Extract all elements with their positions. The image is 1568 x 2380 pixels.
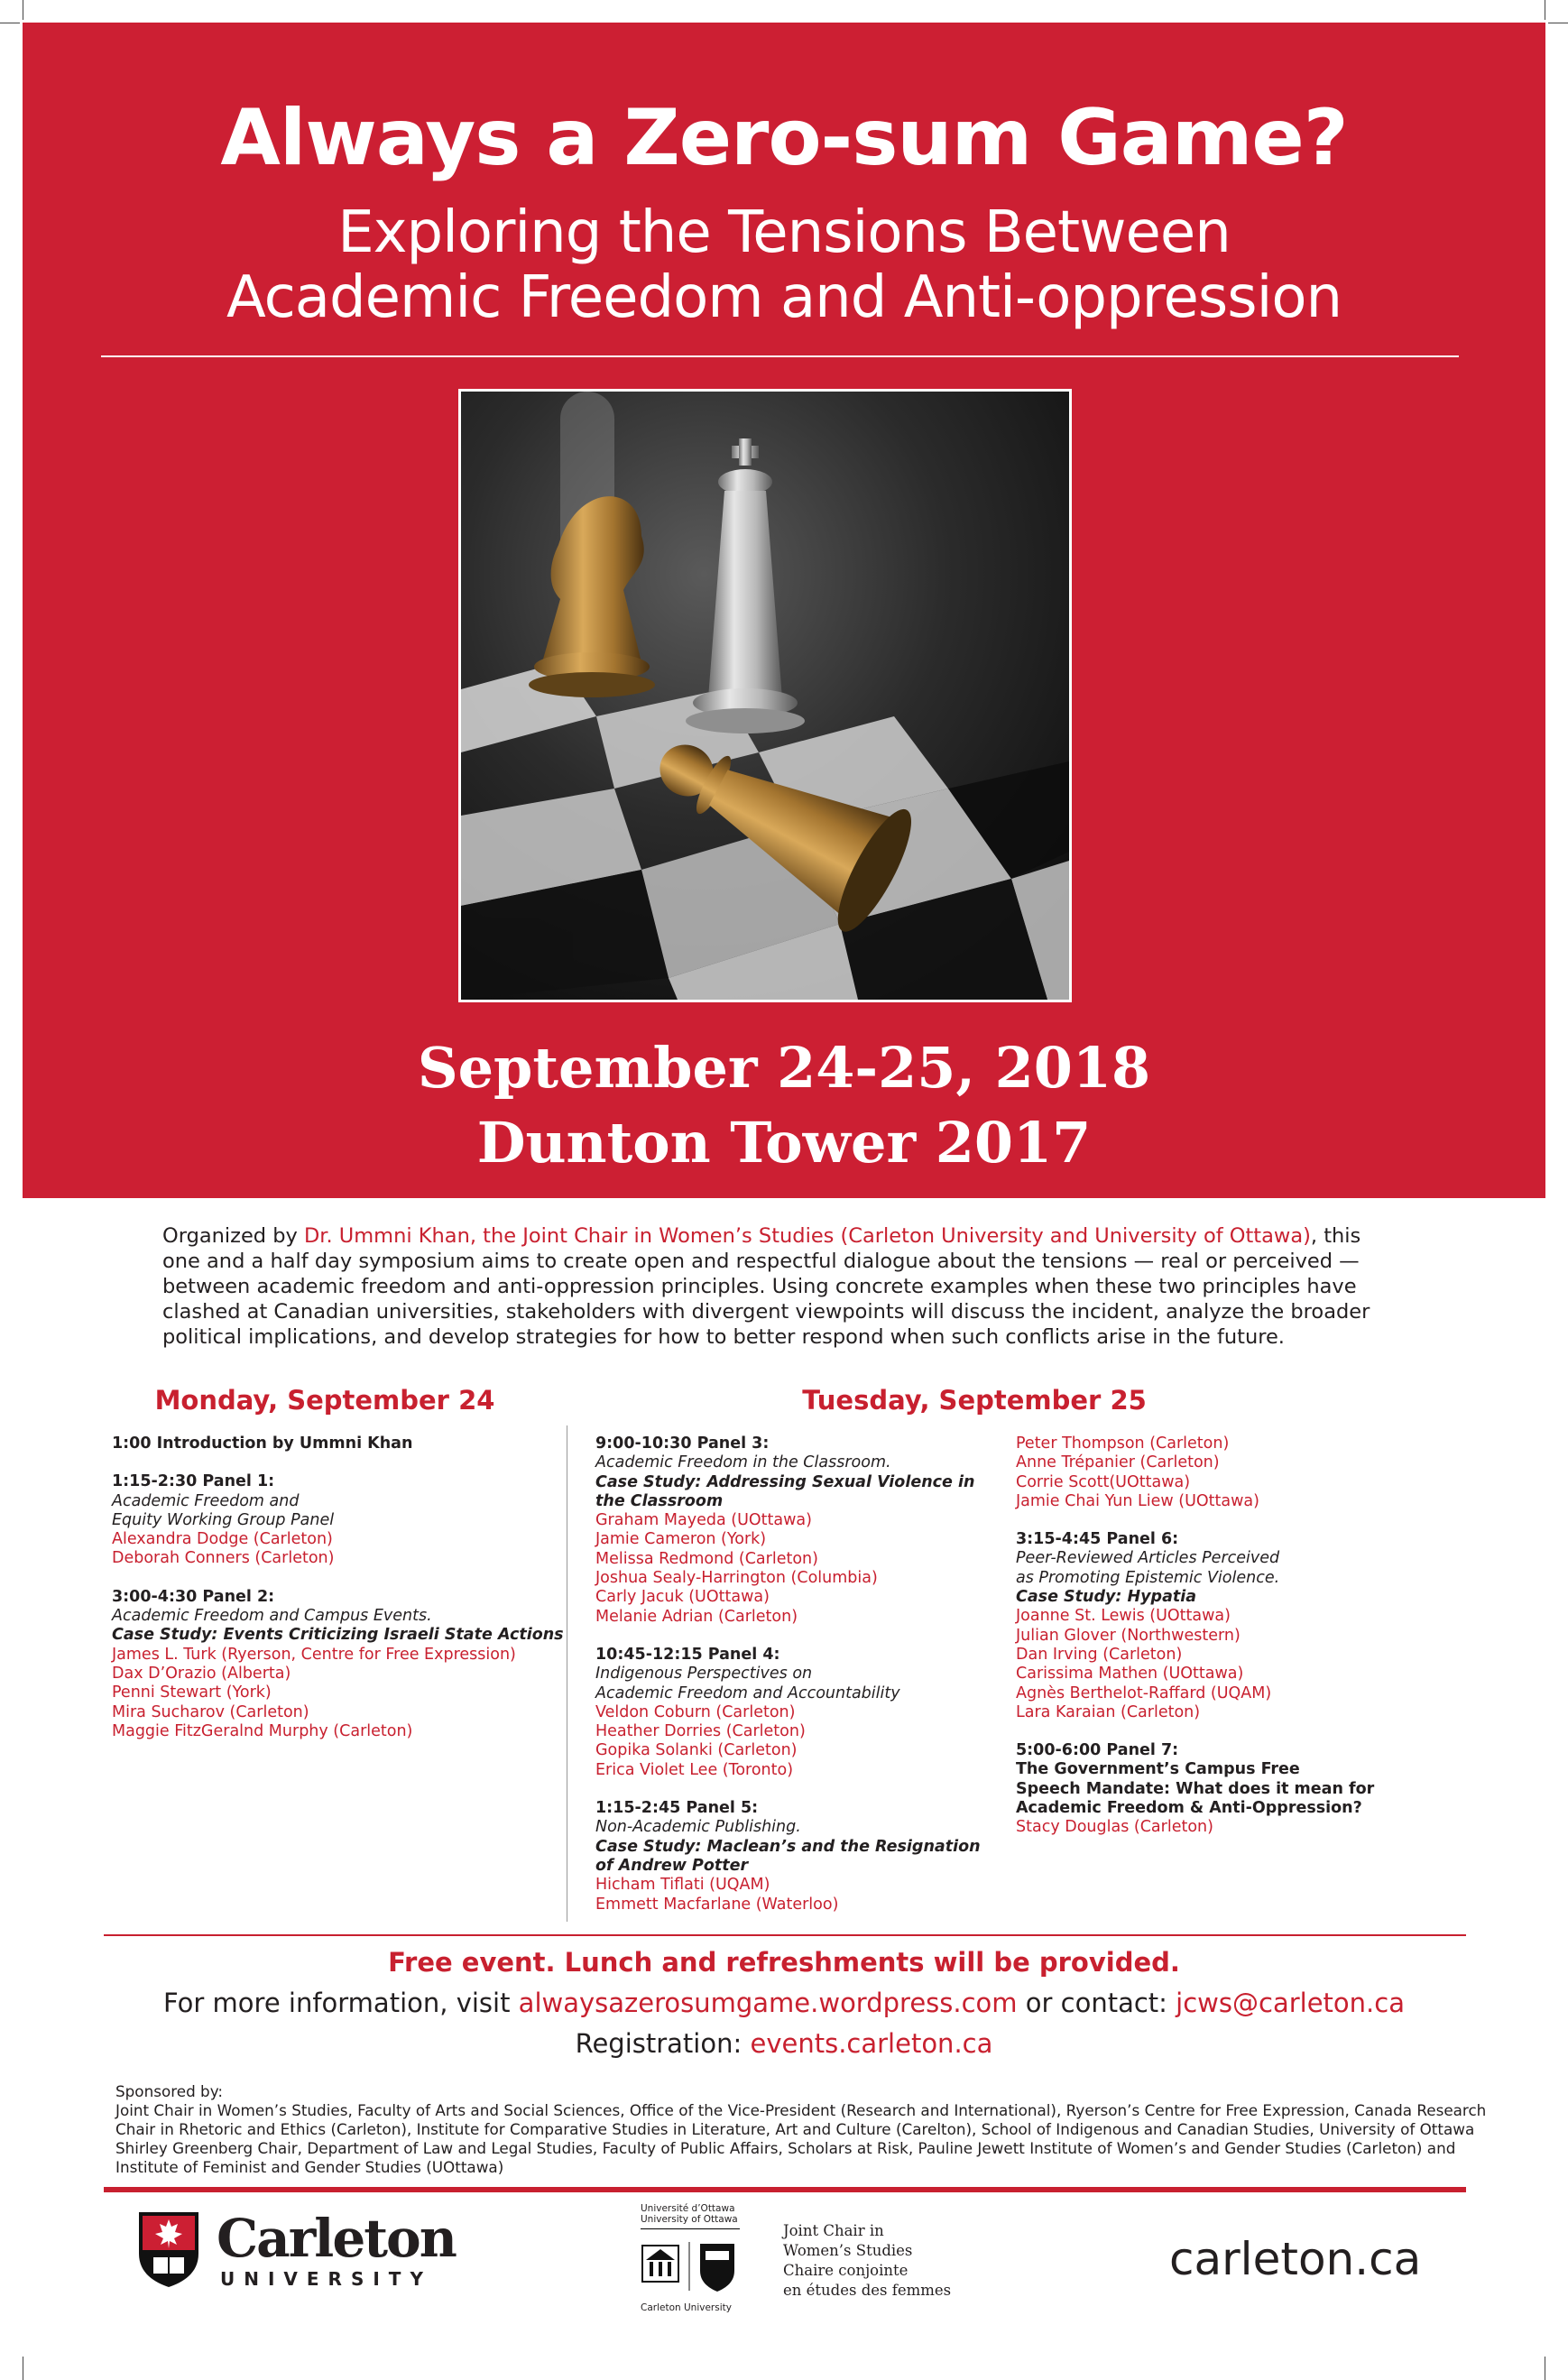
session-topic: Academic Freedom in the Classroom. bbox=[595, 1453, 891, 1472]
schedule-block bbox=[112, 1588, 563, 1741]
session-topic: Peer-Reviewed Articles Perceived bbox=[1016, 1549, 1280, 1568]
session-time: 1:15-2:45 Panel 5: bbox=[595, 1799, 759, 1818]
jointchair-line: Women’s Studies bbox=[783, 2242, 913, 2259]
session-time: 1:00 Introduction by Ummni Khan bbox=[112, 1434, 413, 1453]
speaker-name: Carly Jacuk (UOttawa) bbox=[595, 1588, 770, 1607]
divider bbox=[104, 1934, 1466, 1936]
intro-prefix: Organized by bbox=[162, 1224, 304, 1248]
session-time: 1:15-2:30 Panel 1: bbox=[112, 1472, 275, 1491]
session-topic: Academic Freedom and bbox=[112, 1491, 300, 1510]
jointchair-line: Joint Chair in bbox=[783, 2222, 884, 2239]
session-topic: the Classroom bbox=[595, 1491, 724, 1510]
session-topic: Case Study: Hypatia bbox=[1016, 1588, 1197, 1607]
schedule-block bbox=[595, 1434, 975, 1627]
free-event-notice: Free event. Lunch and refreshments will be provided. bbox=[388, 1947, 1180, 1978]
schedule-block bbox=[1016, 1434, 1359, 1511]
session-topic: of Andrew Potter bbox=[595, 1856, 749, 1875]
speaker-name: Hicham Tiflati (UQAM) bbox=[595, 1876, 770, 1895]
tuesday-schedule-right bbox=[1016, 1434, 1375, 1857]
speaker-name: Heather Dorries (Carleton) bbox=[595, 1722, 806, 1741]
speaker-name: Lara Karaian (Carleton) bbox=[1016, 1702, 1201, 1721]
session-time: 3:00-4:30 Panel 2: bbox=[112, 1587, 275, 1606]
speaker-name: Jamie Cameron (York) bbox=[595, 1530, 767, 1549]
jointchair-line: en études des femmes bbox=[783, 2282, 952, 2299]
carleton-shield-icon bbox=[137, 2210, 200, 2288]
monday-schedule bbox=[112, 1434, 563, 1760]
poster-subtitle: Academic Freedom and Anti-oppression bbox=[226, 264, 1342, 331]
carleton-wordmark: Carleton bbox=[217, 2208, 456, 2269]
speaker-name: Anne Trépanier (Carleton) bbox=[1016, 1453, 1220, 1472]
chess-illustration bbox=[461, 392, 1069, 1000]
intro-text: , this one and a half day symposium aims to create open and respectful dialogue about the tensions — real or perceived — between academic freedom and anti-oppression principles. Using concrete examples when these two principles have clashed at Canadian universities, stakeholders with divergent viewpoints will discuss the incident, analyze the broader political implications, and develop strategies for how to better respond when such conflicts arise in the future. bbox=[162, 1224, 1370, 1349]
intro-paragraph bbox=[162, 1223, 1371, 1350]
session-time: Speech Mandate: What does it mean for bbox=[1016, 1779, 1375, 1798]
speaker-name: Corrie Scott(UOttawa) bbox=[1016, 1472, 1191, 1491]
poster-subtitle: Exploring the Tensions Between bbox=[337, 199, 1231, 266]
event-date: September 24-25, 2018 bbox=[417, 1035, 1151, 1101]
session-time: Academic Freedom & Anti-Oppression? bbox=[1016, 1799, 1362, 1818]
speaker-name: Dan Irving (Carleton) bbox=[1016, 1645, 1183, 1664]
sponsors-section bbox=[115, 2082, 1487, 2177]
carleton-logo bbox=[137, 2208, 456, 2292]
email-link[interactable]: jcws@carleton.ca bbox=[1176, 1988, 1405, 2018]
divider bbox=[101, 355, 1459, 357]
schedule-block bbox=[112, 1472, 563, 1568]
speaker-name: Stacy Douglas (Carleton) bbox=[1016, 1818, 1213, 1837]
schedule-block bbox=[595, 1799, 981, 1914]
chess-pieces-photo bbox=[458, 389, 1072, 1002]
schedule-block bbox=[112, 1434, 563, 1453]
session-topic: Academic Freedom and Campus Events. bbox=[112, 1607, 432, 1626]
registration-label: Registration: bbox=[575, 2028, 751, 2059]
speaker-name: Gopika Solanki (Carleton) bbox=[595, 1741, 798, 1760]
uottawa-name-fr: Université d’Ottawa bbox=[641, 2203, 735, 2214]
speaker-name: Graham Mayeda (UOttawa) bbox=[595, 1511, 812, 1530]
speaker-name: Dax D’Orazio (Alberta) bbox=[112, 1664, 291, 1683]
session-topic: Indigenous Perspectives on bbox=[595, 1665, 813, 1684]
carleton-site-link[interactable]: carleton.ca bbox=[1169, 2233, 1422, 2285]
speaker-name: Melissa Redmond (Carleton) bbox=[595, 1549, 818, 1568]
university-crests-icon bbox=[641, 2240, 749, 2303]
hero-banner bbox=[23, 23, 1545, 1198]
session-topic: as Promoting Epistemic Violence. bbox=[1016, 1568, 1280, 1587]
schedule-block bbox=[595, 1646, 956, 1780]
speaker-name: Joanne St. Lewis (UOttawa) bbox=[1016, 1607, 1231, 1626]
session-topic: Academic Freedom and Accountability bbox=[595, 1684, 900, 1702]
divider bbox=[104, 2187, 1466, 2192]
contact-label: or contact: bbox=[1017, 1988, 1176, 2018]
speaker-name: Mira Sucharov (Carleton) bbox=[112, 1702, 309, 1721]
carleton-university-wordmark: UNIVERSITY bbox=[220, 2268, 432, 2290]
tuesday-heading: Tuesday, September 25 bbox=[802, 1385, 1147, 1416]
tuesday-schedule-left bbox=[595, 1434, 981, 1933]
speaker-name: Maggie FitzGeralnd Murphy (Carleton) bbox=[112, 1721, 413, 1740]
registration-line bbox=[0, 2028, 1568, 2059]
speaker-name: Veldon Coburn (Carleton) bbox=[595, 1702, 796, 1721]
speaker-name: James L. Turk (Ryerson, Centre for Free Expression) bbox=[112, 1645, 516, 1664]
event-venue: Dunton Tower 2017 bbox=[476, 1110, 1092, 1176]
poster-title: Always a Zero-sum Game? bbox=[220, 93, 1348, 183]
monday-heading: Monday, September 24 bbox=[154, 1385, 495, 1416]
sponsors-list: Joint Chair in Women’s Studies, Faculty of Arts and Social Sciences, Office of the Vice-President (Research and International), Ryerson’s Centre for Free Expression, Canada Research Chair in Rhetoric and Ethics (Carleton), Institute for Comparative Studies in Literature, Art and Culture (Carelton), School of Indigenous and Canadian Studies, University of Ottawa Shirley Greenberg Chair, Department of Law and Legal Studies, Faculty of Public Affairs, Scholars at Risk, Pauline Jewett Institute of Women’s and Gender Studies (Carleton) and Institute of Feminist and Gender Studies (UOttawa) bbox=[115, 2101, 1487, 2176]
divider bbox=[641, 2228, 740, 2229]
session-time: 3:15-4:45 Panel 6: bbox=[1016, 1530, 1179, 1549]
speaker-name: Melanie Adrian (Carleton) bbox=[595, 1607, 798, 1626]
speaker-name: Agnès Berthelot-Raffard (UQAM) bbox=[1016, 1684, 1272, 1702]
session-topic: Case Study: Addressing Sexual Violence in bbox=[595, 1472, 975, 1491]
speaker-name: Deborah Conners (Carleton) bbox=[112, 1549, 335, 1568]
organizer-link: Dr. Ummni Khan, the Joint Chair in Women’s Studies (Carleton University and University of Ottawa) bbox=[303, 1224, 1311, 1248]
uottawa-name-en: University of Ottawa bbox=[641, 2214, 738, 2225]
sponsored-label: Sponsored by: bbox=[115, 2082, 224, 2100]
registration-link[interactable]: events.carleton.ca bbox=[750, 2028, 993, 2059]
session-time: 5:00-6:00 Panel 7: bbox=[1016, 1741, 1179, 1760]
speaker-name: Carissima Mathen (UOttawa) bbox=[1016, 1665, 1244, 1684]
speaker-name: Peter Thompson (Carleton) bbox=[1016, 1434, 1230, 1453]
speaker-name: Penni Stewart (York) bbox=[112, 1684, 272, 1702]
session-topic: Equity Working Group Panel bbox=[112, 1510, 335, 1529]
more-info-line bbox=[0, 1988, 1568, 2018]
speaker-name: Jamie Chai Yun Liew (UOttawa) bbox=[1016, 1491, 1259, 1510]
session-topic: Case Study: Maclean’s and the Resignation bbox=[595, 1837, 981, 1856]
session-time: 9:00-10:30 Panel 3: bbox=[595, 1434, 770, 1453]
session-topic: Non-Academic Publishing. bbox=[595, 1818, 801, 1837]
speaker-name: Alexandra Dodge (Carleton) bbox=[112, 1530, 333, 1549]
website-link[interactable]: alwaysazerosumgame.wordpress.com bbox=[518, 1988, 1018, 2018]
more-info-prefix: For more information, visit bbox=[163, 1988, 519, 2018]
session-time: 10:45-12:15 Panel 4: bbox=[595, 1645, 780, 1664]
uottawa-logo bbox=[641, 2203, 749, 2316]
schedule-block bbox=[1016, 1741, 1375, 1837]
speaker-name: Julian Glover (Northwestern) bbox=[1016, 1626, 1241, 1645]
speaker-name: Joshua Sealy-Harrington (Columbia) bbox=[595, 1569, 878, 1588]
speaker-name: Emmett Macfarlane (Waterloo) bbox=[595, 1895, 839, 1914]
speaker-name: Erica Violet Lee (Toronto) bbox=[595, 1760, 794, 1779]
uottawa-caption: Carleton University bbox=[641, 2302, 732, 2313]
jointchair-line: Chaire conjointe bbox=[783, 2262, 909, 2279]
session-topic: Case Study: Events Criticizing Israeli State Actions bbox=[112, 1626, 564, 1645]
schedule-block bbox=[1016, 1530, 1359, 1722]
joint-chair-logo bbox=[783, 2221, 951, 2301]
session-time: The Government’s Campus Free bbox=[1016, 1760, 1300, 1779]
